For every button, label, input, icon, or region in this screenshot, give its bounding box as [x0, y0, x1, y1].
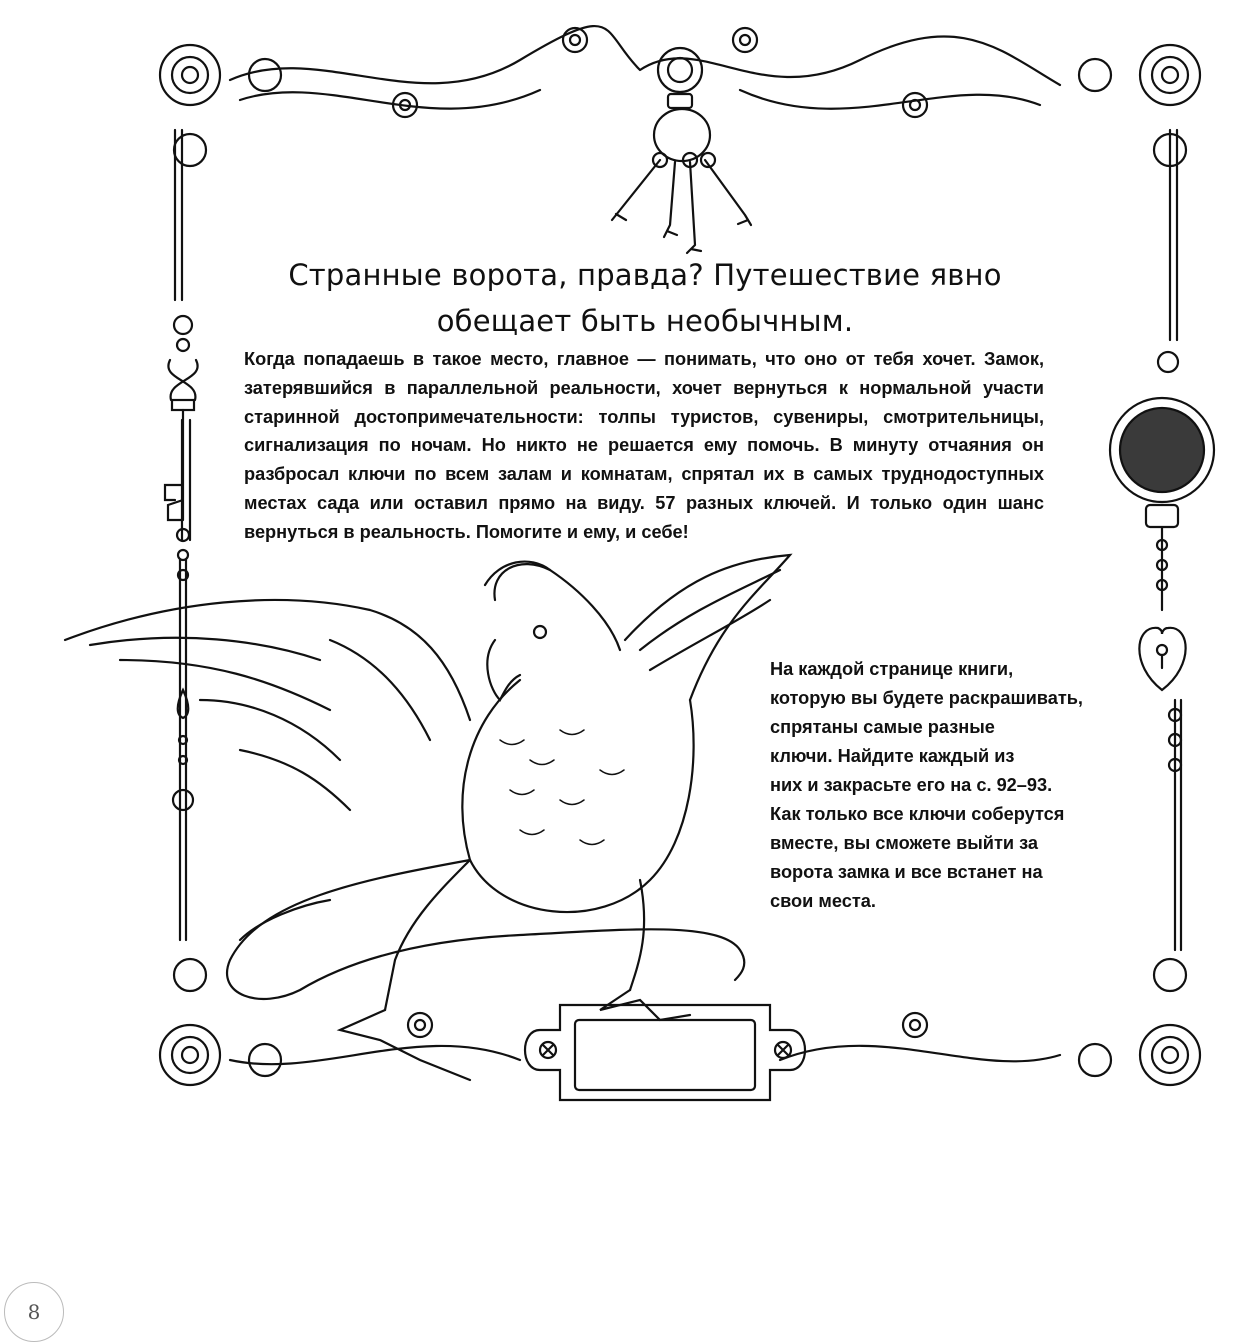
page-number: 8 [4, 1282, 64, 1342]
side-note-line: них и закрасьте его на с. 92–93. [770, 775, 1053, 795]
side-note-line: На каждой странице книги, [770, 659, 1014, 679]
intro-text-end: разных ключей. И только один шанс вернуться в реальность. Помогите и ему, и себе! [244, 492, 1044, 542]
heart-lock-icon [1139, 628, 1185, 771]
gear-ornament-bottom-right [1079, 959, 1200, 1085]
side-note [770, 655, 1130, 916]
gear-ornament-top-left [160, 45, 281, 166]
side-note-line: Как только все ключи соберутся [770, 804, 1065, 824]
side-note-line: свои места. [770, 891, 876, 911]
side-note-line: ворота замка и все встанет на [770, 862, 1043, 882]
side-note-line: ключи. Найдите каждый из [770, 746, 1015, 766]
gear-ornament-top-right [1079, 45, 1200, 166]
intro-text-start: Когда попадаешь в такое место, главное — понимать, что оно от тебя хочет. Замок, затерявшийся в параллельной реальности, хочет вернуться к нормальной участи старинной достопримечательности: толпы туристов, сувениры, смотрительницы, сигнализация по ночам. Но никто не решается ему помочь. В минуту отчаяния он разбросал ключи по всем залам и комнатам, спрятал их в самых труднодоступных местах сада или оставил прямо на виду. [244, 349, 1044, 513]
gear-ornament-bottom-left [160, 959, 281, 1085]
side-note-line: спрятаны самые разные [770, 717, 995, 737]
side-note-line: вместе, вы сможете выйти за [770, 833, 1039, 853]
page-heading: Странные ворота, правда? Путешествие явно обещает быть необычным. [288, 258, 1002, 338]
intro-paragraph [244, 345, 1044, 547]
pocket-watch-icon [1110, 352, 1214, 610]
side-note-line: которую вы будете раскрашивать, [770, 688, 1083, 708]
keys-count: 57 [655, 492, 676, 513]
key-bunch-icon [612, 48, 751, 253]
griffin-illustration [65, 555, 790, 1080]
name-plaque [525, 1005, 805, 1100]
